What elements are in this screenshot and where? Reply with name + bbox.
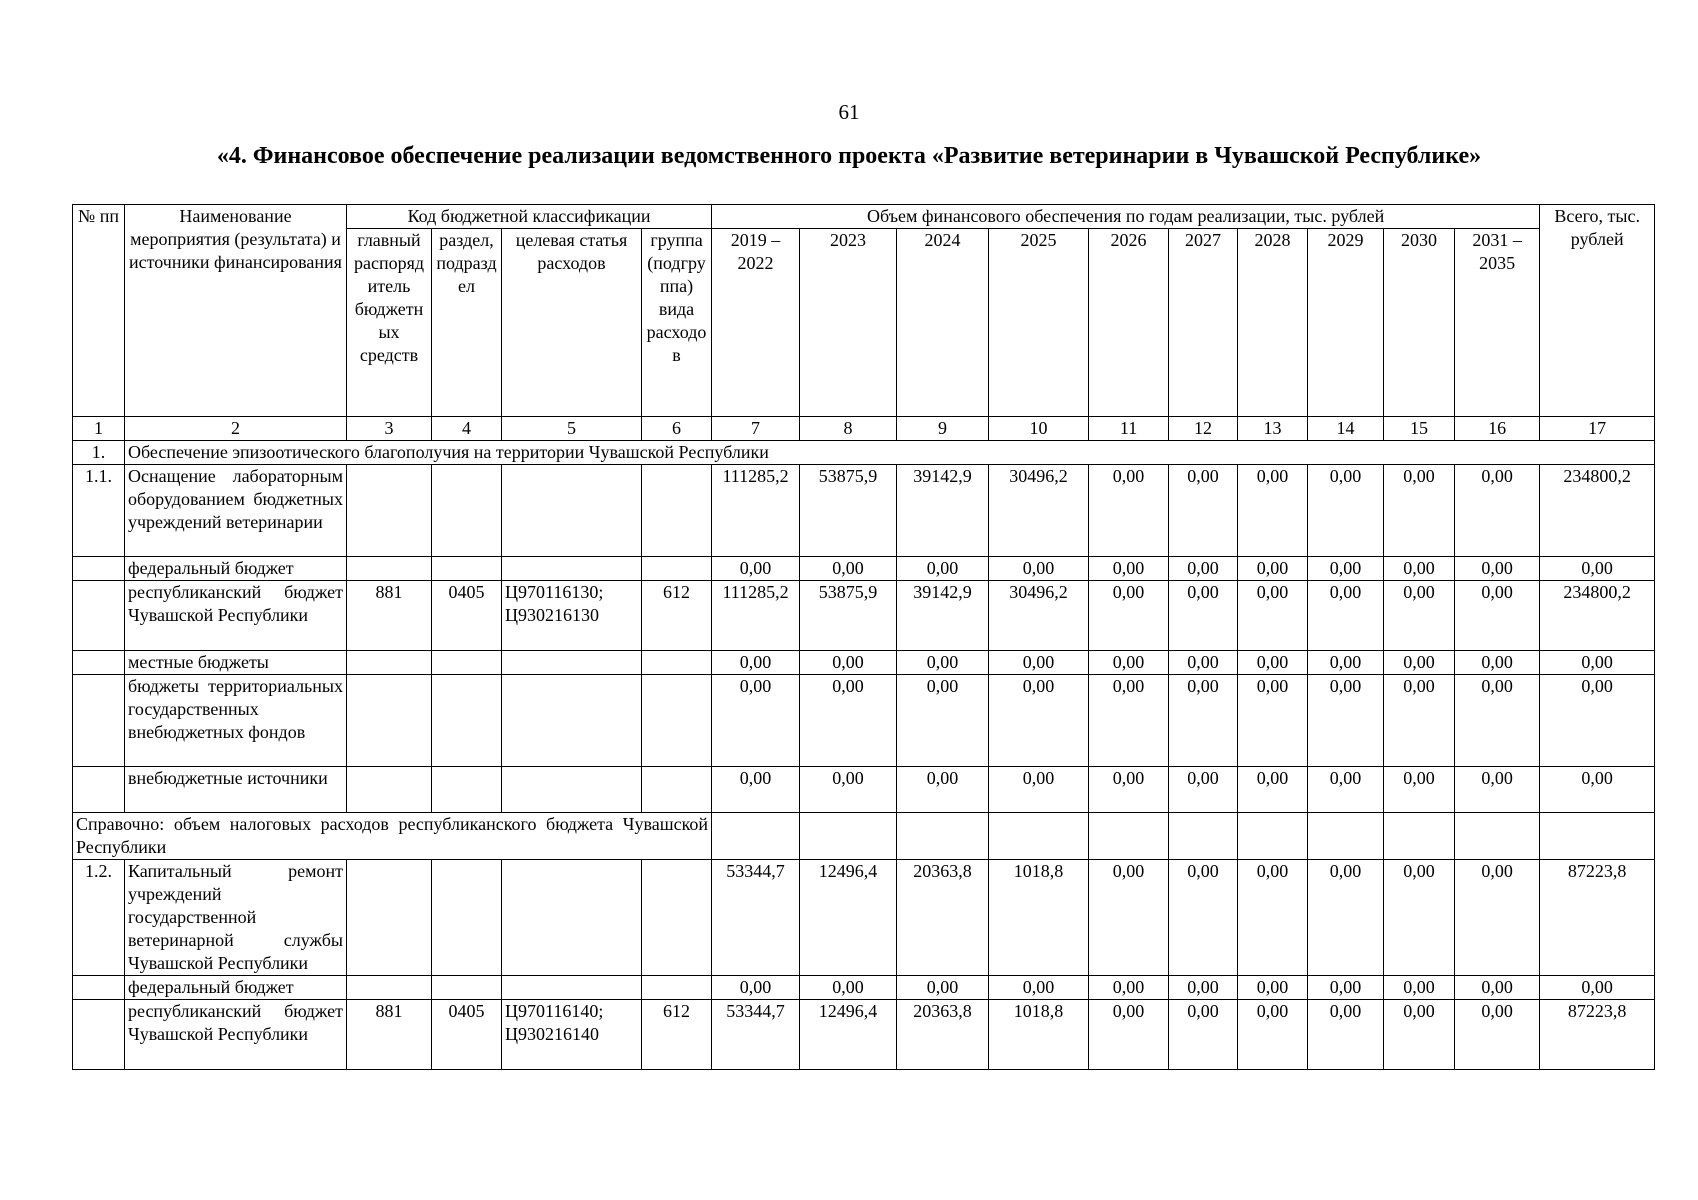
column-number: 4 — [432, 417, 502, 441]
row-grbs — [347, 675, 432, 767]
table-row — [73, 581, 1655, 651]
row-value: 0,00 — [1089, 581, 1169, 651]
reference-value — [1089, 813, 1169, 860]
column-number: 13 — [1238, 417, 1308, 441]
reference-value — [989, 813, 1089, 860]
row-value: 0,00 — [1455, 651, 1540, 675]
page-number: 61 — [838, 100, 860, 124]
row-value: 0,00 — [989, 675, 1089, 767]
row-total: 0,00 — [1540, 557, 1655, 581]
row-value: 0,00 — [1238, 557, 1308, 581]
header-total: Всего, тыс. рублей — [1540, 205, 1655, 417]
row-value: 0,00 — [1455, 767, 1540, 813]
header-razdel: раздел, подраздел — [432, 229, 502, 417]
row-expense-group — [642, 465, 712, 557]
table-row — [73, 557, 1655, 581]
row-value: 0,00 — [897, 976, 989, 1000]
row-value: 0,00 — [800, 767, 897, 813]
row-grbs — [347, 976, 432, 1000]
row-razdel — [432, 976, 502, 1000]
row-grbs: 881 — [347, 581, 432, 651]
row-grbs — [347, 860, 432, 976]
table-row — [73, 860, 1655, 976]
row-value: 0,00 — [1384, 465, 1455, 557]
column-number: 11 — [1089, 417, 1169, 441]
row-value: 0,00 — [1238, 651, 1308, 675]
reference-value — [1308, 813, 1384, 860]
section-title: Обеспечение эпизоотического благополучия на территории Чувашской Республики — [125, 441, 1655, 465]
row-name: бюджеты территориальных государственных внебюджетных фондов — [125, 675, 347, 767]
row-value: 0,00 — [712, 976, 800, 1000]
row-value: 12496,4 — [800, 860, 897, 976]
header-year: 2019 – 2022 — [712, 229, 800, 417]
row-value: 0,00 — [897, 675, 989, 767]
row-value: 0,00 — [1455, 557, 1540, 581]
row-name: республиканский бюджет Чувашской Республики — [125, 581, 347, 651]
reference-value — [1169, 813, 1238, 860]
row-value: 0,00 — [1308, 1000, 1384, 1070]
reference-value — [897, 813, 989, 860]
row-value: 0,00 — [712, 675, 800, 767]
row-value: 53344,7 — [712, 1000, 800, 1070]
row-value: 0,00 — [1238, 465, 1308, 557]
row-value: 0,00 — [989, 651, 1089, 675]
header-kbk: Код бюджетной классификации — [347, 205, 712, 229]
row-expense-group — [642, 976, 712, 1000]
row-value: 0,00 — [1169, 860, 1238, 976]
column-number: 15 — [1384, 417, 1455, 441]
row-value: 0,00 — [897, 557, 989, 581]
column-number: 3 — [347, 417, 432, 441]
row-name: Оснащение лабораторным оборудованием бюджетных учреждений ветеринарии — [125, 465, 347, 557]
reference-value — [712, 813, 800, 860]
row-value: 0,00 — [712, 557, 800, 581]
column-number: 1 — [73, 417, 125, 441]
row-value: 20363,8 — [897, 1000, 989, 1070]
row-value: 0,00 — [800, 557, 897, 581]
row-value: 0,00 — [1455, 1000, 1540, 1070]
row-value: 111285,2 — [712, 465, 800, 557]
row-expense-group — [642, 651, 712, 675]
table-header — [73, 205, 1655, 441]
row-value: 0,00 — [989, 767, 1089, 813]
row-value: 0,00 — [1089, 1000, 1169, 1070]
row-value: 0,00 — [1308, 465, 1384, 557]
row-value: 0,00 — [1089, 767, 1169, 813]
row-expense-group — [642, 557, 712, 581]
row-total: 87223,8 — [1540, 860, 1655, 976]
row-value: 12496,4 — [800, 1000, 897, 1070]
row-value: 0,00 — [989, 557, 1089, 581]
row-total: 234800,2 — [1540, 581, 1655, 651]
row-value: 0,00 — [1455, 860, 1540, 976]
row-razdel: 0405 — [432, 581, 502, 651]
header-year: 2031 – 2035 — [1455, 229, 1540, 417]
reference-value — [800, 813, 897, 860]
table-row — [73, 675, 1655, 767]
reference-value — [1384, 813, 1455, 860]
row-name: федеральный бюджет — [125, 976, 347, 1000]
row-razdel — [432, 557, 502, 581]
row-value: 0,00 — [1169, 557, 1238, 581]
row-grbs — [347, 767, 432, 813]
row-grbs — [347, 651, 432, 675]
row-value: 0,00 — [800, 675, 897, 767]
row-value: 0,00 — [1308, 651, 1384, 675]
row-expense-group: 612 — [642, 1000, 712, 1070]
row-total: 87223,8 — [1540, 1000, 1655, 1070]
row-value: 0,00 — [1169, 581, 1238, 651]
row-value: 20363,8 — [897, 860, 989, 976]
section-row — [73, 441, 1655, 465]
row-razdel — [432, 651, 502, 675]
row-target-article — [502, 675, 642, 767]
row-value: 0,00 — [1169, 767, 1238, 813]
row-value: 0,00 — [1169, 1000, 1238, 1070]
row-value: 0,00 — [897, 767, 989, 813]
row-value: 0,00 — [1089, 557, 1169, 581]
column-number: 14 — [1308, 417, 1384, 441]
header-year: 2029 — [1308, 229, 1384, 417]
row-value: 0,00 — [1089, 860, 1169, 976]
row-value: 0,00 — [1089, 465, 1169, 557]
column-number: 16 — [1455, 417, 1540, 441]
row-value: 0,00 — [1455, 581, 1540, 651]
table-row — [73, 465, 1655, 557]
row-value: 0,00 — [1089, 651, 1169, 675]
row-value: 0,00 — [897, 651, 989, 675]
reference-text: Справочно: объем налоговых расходов республиканского бюджета Чувашской Республики — [73, 813, 712, 860]
row-value: 0,00 — [712, 651, 800, 675]
row-value: 0,00 — [1455, 675, 1540, 767]
column-number: 12 — [1169, 417, 1238, 441]
row-num: 1.1. — [73, 465, 125, 557]
header-target-article: целевая статья расходов — [502, 229, 642, 417]
row-value: 0,00 — [712, 767, 800, 813]
header-year: 2028 — [1238, 229, 1308, 417]
column-number: 2 — [125, 417, 347, 441]
column-number: 10 — [989, 417, 1089, 441]
row-target-article — [502, 976, 642, 1000]
row-value: 53875,9 — [800, 465, 897, 557]
row-value: 0,00 — [989, 976, 1089, 1000]
row-value: 0,00 — [1308, 581, 1384, 651]
row-num — [73, 651, 125, 675]
row-value: 0,00 — [800, 976, 897, 1000]
table-row — [73, 976, 1655, 1000]
row-value: 39142,9 — [897, 581, 989, 651]
row-name: местные бюджеты — [125, 651, 347, 675]
row-value: 0,00 — [1455, 465, 1540, 557]
row-value: 0,00 — [1238, 767, 1308, 813]
row-num — [73, 976, 125, 1000]
row-value: 0,00 — [1238, 675, 1308, 767]
row-value: 0,00 — [1238, 1000, 1308, 1070]
header-year: 2025 — [989, 229, 1089, 417]
row-grbs: 881 — [347, 1000, 432, 1070]
row-num — [73, 1000, 125, 1070]
row-target-article: Ц970116140; Ц930216140 — [502, 1000, 642, 1070]
row-value: 0,00 — [1238, 581, 1308, 651]
table-body — [73, 441, 1655, 1070]
row-target-article — [502, 557, 642, 581]
row-value: 0,00 — [1169, 675, 1238, 767]
row-value: 0,00 — [1384, 976, 1455, 1000]
row-value: 0,00 — [1384, 1000, 1455, 1070]
row-expense-group — [642, 860, 712, 976]
reference-value — [1455, 813, 1540, 860]
row-num: 1.2. — [73, 860, 125, 976]
row-name: внебюджетные источники — [125, 767, 347, 813]
row-target-article — [502, 465, 642, 557]
row-value: 0,00 — [1089, 976, 1169, 1000]
row-value: 0,00 — [1384, 675, 1455, 767]
row-value: 0,00 — [1384, 860, 1455, 976]
row-num — [73, 581, 125, 651]
row-value: 0,00 — [1089, 675, 1169, 767]
column-number: 5 — [502, 417, 642, 441]
row-value: 0,00 — [1308, 860, 1384, 976]
row-total: 0,00 — [1540, 976, 1655, 1000]
row-value: 0,00 — [1384, 651, 1455, 675]
row-total: 0,00 — [1540, 651, 1655, 675]
header-grbs: главный распорядитель бюджетных средств — [347, 229, 432, 417]
row-value: 30496,2 — [989, 581, 1089, 651]
row-target-article — [502, 651, 642, 675]
row-value: 53875,9 — [800, 581, 897, 651]
row-value: 0,00 — [1384, 557, 1455, 581]
row-value: 0,00 — [1308, 976, 1384, 1000]
row-target-article: Ц970116130; Ц930216130 — [502, 581, 642, 651]
row-value: 1018,8 — [989, 1000, 1089, 1070]
row-expense-group — [642, 675, 712, 767]
row-grbs — [347, 557, 432, 581]
row-razdel — [432, 465, 502, 557]
column-number: 8 — [800, 417, 897, 441]
row-value: 0,00 — [1169, 465, 1238, 557]
row-razdel — [432, 860, 502, 976]
row-num — [73, 675, 125, 767]
row-value: 39142,9 — [897, 465, 989, 557]
row-value: 0,00 — [1308, 675, 1384, 767]
row-value: 30496,2 — [989, 465, 1089, 557]
row-value: 0,00 — [800, 651, 897, 675]
table-row — [73, 767, 1655, 813]
row-value: 0,00 — [1169, 976, 1238, 1000]
row-value: 111285,2 — [712, 581, 800, 651]
row-value: 0,00 — [1384, 767, 1455, 813]
table-row — [73, 651, 1655, 675]
row-name: Капитальный ремонт учреждений государственной ветеринарной службы Чувашской Республики — [125, 860, 347, 976]
row-target-article — [502, 860, 642, 976]
reference-value — [1238, 813, 1308, 860]
row-razdel — [432, 675, 502, 767]
row-razdel — [432, 767, 502, 813]
header-year: 2030 — [1384, 229, 1455, 417]
reference-row — [73, 813, 1655, 860]
row-grbs — [347, 465, 432, 557]
document-title: «4. Финансовое обеспечение реализации ведомственного проекта «Развитие ветеринарии в Чувашской Республике» — [216, 143, 1482, 169]
row-num — [73, 557, 125, 581]
column-number: 9 — [897, 417, 989, 441]
row-value: 0,00 — [1308, 767, 1384, 813]
row-razdel: 0405 — [432, 1000, 502, 1070]
row-target-article — [502, 767, 642, 813]
row-value: 0,00 — [1455, 976, 1540, 1000]
header-volume: Объем финансового обеспечения по годам реализации, тыс. рублей — [712, 205, 1540, 229]
header-expense-group: группа (подгруппа) вида расходов — [642, 229, 712, 417]
section-num: 1. — [73, 441, 125, 465]
row-expense-group: 612 — [642, 581, 712, 651]
row-total: 0,00 — [1540, 675, 1655, 767]
row-name: республиканский бюджет Чувашской Республики — [125, 1000, 347, 1070]
header-year: 2027 — [1169, 229, 1238, 417]
table-row — [73, 1000, 1655, 1070]
row-value: 1018,8 — [989, 860, 1089, 976]
row-value: 0,00 — [1238, 860, 1308, 976]
header-name: Наименование мероприятия (результата) и источники финансирования — [125, 205, 347, 417]
row-value: 0,00 — [1308, 557, 1384, 581]
header-year: 2023 — [800, 229, 897, 417]
header-num: № пп — [73, 205, 125, 417]
row-num — [73, 767, 125, 813]
column-number: 7 — [712, 417, 800, 441]
row-value: 0,00 — [1169, 651, 1238, 675]
row-total: 234800,2 — [1540, 465, 1655, 557]
row-name: федеральный бюджет — [125, 557, 347, 581]
financing-table — [72, 204, 1655, 1070]
row-total: 0,00 — [1540, 767, 1655, 813]
row-value: 0,00 — [1384, 581, 1455, 651]
header-year: 2024 — [897, 229, 989, 417]
column-number: 6 — [642, 417, 712, 441]
row-expense-group — [642, 767, 712, 813]
column-numbers-row — [73, 417, 1655, 441]
reference-value — [1540, 813, 1655, 860]
column-number: 17 — [1540, 417, 1655, 441]
row-value: 53344,7 — [712, 860, 800, 976]
row-value: 0,00 — [1238, 976, 1308, 1000]
header-year: 2026 — [1089, 229, 1169, 417]
